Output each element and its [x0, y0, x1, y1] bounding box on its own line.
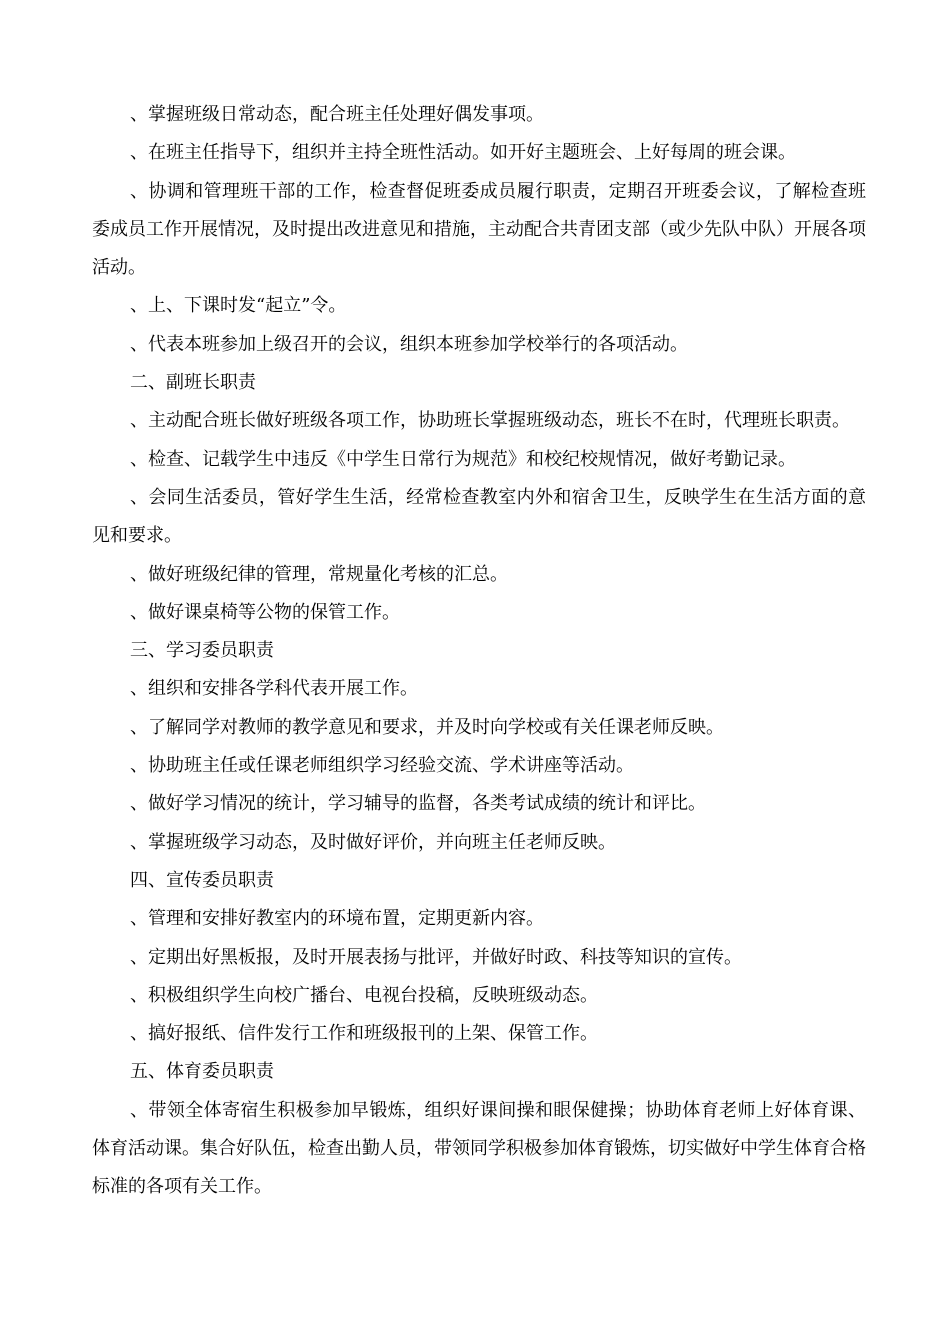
paragraph-publicity-duty-1: 、管理和安排好教室内的环境布置，定期更新内容。: [130, 908, 544, 930]
paragraph-monitor-duty-1: 、掌握班级日常动态，配合班主任处理好偶发事项。: [130, 104, 544, 125]
paragraph-study-duty-5: 、掌握班级学习动态，及时做好评价，并向班主任老师反映。: [130, 831, 616, 853]
section-heading-vice-monitor: 二、副班长职责: [130, 372, 256, 394]
section-heading-sports-committee: 五、体育委员职责: [130, 1061, 274, 1083]
paragraph-vice-monitor-duty-5: 、做好课桌椅等公物的保管工作。: [130, 601, 400, 623]
paragraph-vice-monitor-duty-2: 、检查、记载学生中违反《中学生日常行为规范》和校纪校规情况，做好考勤记录。: [130, 448, 796, 470]
paragraph-monitor-duty-2: 、在班主任指导下，组织并主持全班性活动。如开好主题班会、上好每周的班会课。: [130, 142, 796, 164]
document-body: [92, 96, 866, 1207]
paragraph-vice-monitor-duty-4: 、做好班级纪律的管理，常规量化考核的汇总。: [130, 563, 508, 585]
paragraph-publicity-duty-4: 、搞好报纸、信件发行工作和班级报刊的上架、保管工作。: [130, 1023, 598, 1045]
paragraph-vice-monitor-duty-1: 、主动配合班长做好班级各项工作，协助班长掌握班级动态，班长不在时，代理班长职责。: [130, 410, 850, 432]
paragraph-sports-duty-1: 、带领全体寄宿生积极参加早锻炼，组织好课间操和眼保健操；协助体育老师上好体育课、体育活动课。集合好队伍，检查出勤人员，带领同学积极参加体育锻炼，切实做好中学生体育合格标准的各项有关工作。: [92, 1099, 866, 1198]
paragraph-publicity-duty-2: 、定期出好黑板报，及时开展表扬与批评，并做好时政、科技等知识的宣传。: [130, 946, 742, 968]
paragraph-vice-monitor-duty-3: 、会同生活委员，管好学生生活，经常检查教室内外和宿舍卫生，反映学生在生活方面的意见和要求。: [92, 486, 866, 547]
section-heading-publicity-committee: 四、宣传委员职责: [130, 869, 274, 891]
paragraph-study-duty-1: 、组织和安排各学科代表开展工作。: [130, 678, 418, 700]
paragraph-monitor-duty-4: 、上、下课时发“起立”令。: [130, 295, 347, 317]
paragraph-monitor-duty-5: 、代表本班参加上级召开的会议，组织本班参加学校举行的各项活动。: [130, 333, 688, 355]
paragraph-study-duty-2: 、了解同学对教师的教学意见和要求，并及时向学校或有关任课老师反映。: [130, 716, 724, 738]
paragraph-study-duty-4: 、做好学习情况的统计，学习辅导的监督，各类考试成绩的统计和评比。: [130, 793, 706, 815]
paragraph-monitor-duty-3: 、协调和管理班干部的工作，检查督促班委成员履行职责，定期召开班委会议，了解检查班委成员工作开展情况，及时提出改进意见和措施，主动配合共青团支部（或少先队中队）开展各项活动。: [92, 180, 866, 279]
section-heading-study-committee: 三、学习委员职责: [130, 640, 274, 662]
paragraph-study-duty-3: 、协助班主任或任课老师组织学习经验交流、学术讲座等活动。: [130, 755, 634, 777]
paragraph-publicity-duty-3: 、积极组织学生向校广播台、电视台投稿，反映班级动态。: [130, 984, 598, 1006]
